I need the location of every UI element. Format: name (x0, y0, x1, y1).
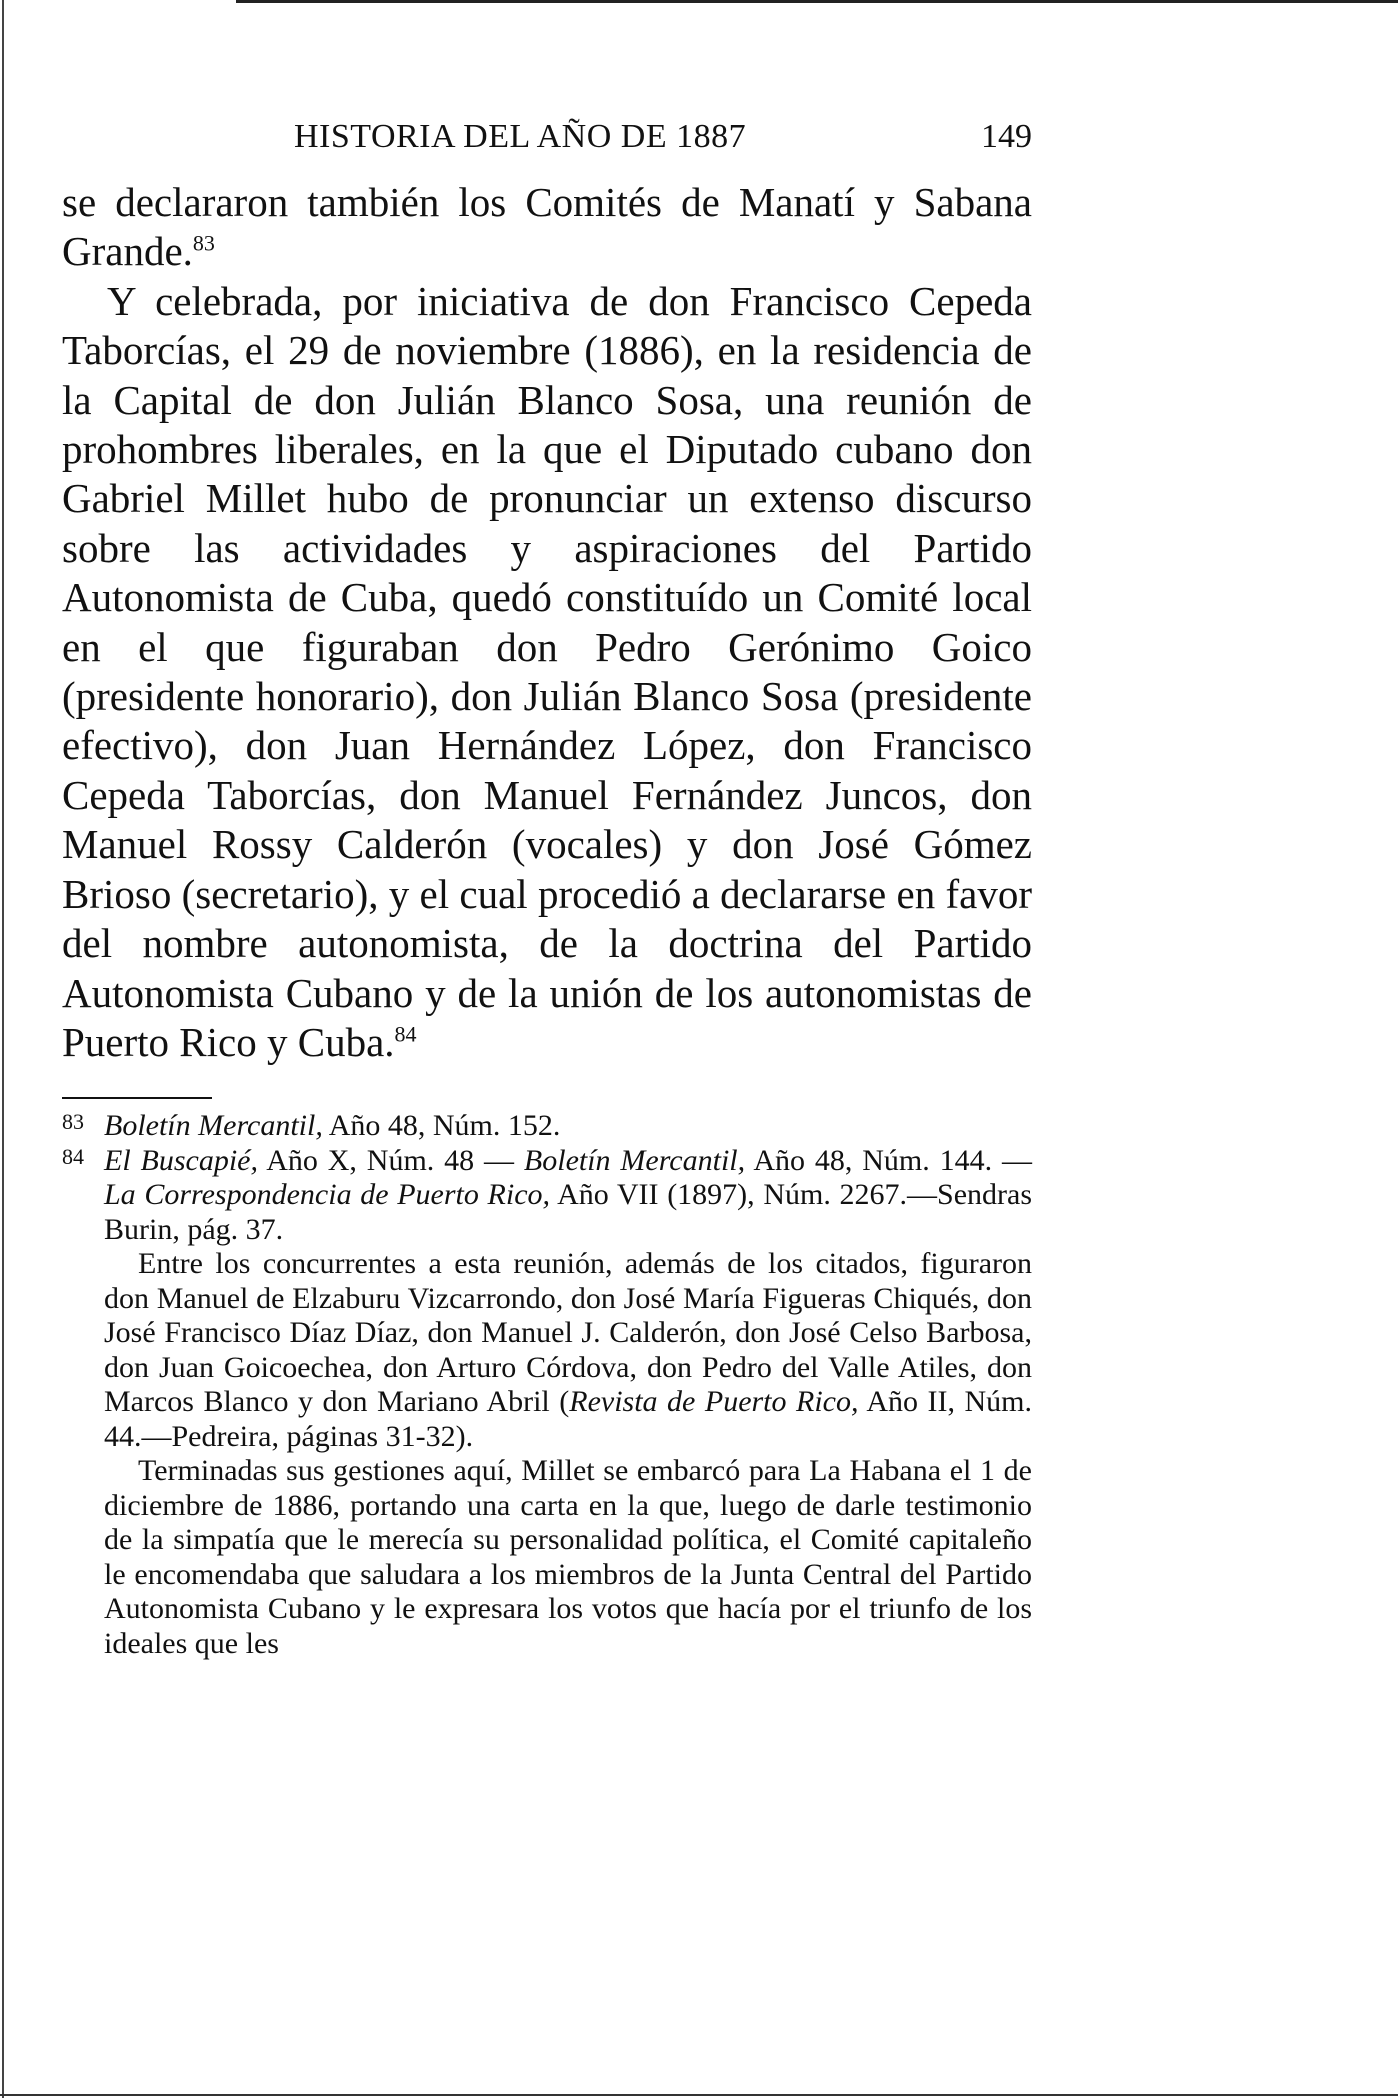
main-text (62, 178, 1032, 1067)
paragraph-2 (62, 277, 1032, 1068)
footnote-ref-83: 83 (192, 230, 215, 256)
footnote-84 (62, 1144, 1032, 1248)
footnote-84-p2-text-a: Entre los concurrentes a esta reunión, además de los citados, figuraron don Manuel de Elzaburu Vizcarrondo, don José María Figueras Chiqués, don José Francisco Díaz Díaz, don Manuel J. Calderón, don José Celso Barbosa, don Juan Goicoechea, don Arturo Córdova, don Pedro del Valle Atiles, don Marcos Blanco y don Mariano Abril ( (104, 1247, 1032, 1419)
paragraph-1-text: se declararon también los Comités de Manatí y Sabana Grande. (62, 179, 1032, 275)
footnote-84-mark: 84 (62, 1143, 84, 1169)
left-border-line (2, 0, 4, 2098)
footnote-83 (62, 1109, 1032, 1144)
footnote-84-paragraph-2 (62, 1247, 1032, 1454)
footnote-84-text-1: Año X, Núm. 48 — (258, 1143, 524, 1177)
footnote-84-p2-text-b: Año II, Núm. 44.—Pedreira, páginas 31-32). (104, 1385, 1032, 1453)
footnote-84-p2-source: Revista de Puerto Rico, (569, 1385, 859, 1419)
running-head (62, 118, 1032, 178)
footnote-84-source-1: El Buscapié, (104, 1143, 258, 1177)
footnote-84-paragraph-3: Terminadas sus gestiones aquí, Millet se embarcó para La Habana el 1 de diciembre de 1886, portando una carta en la que, luego de darle testimonio de la simpatía que le merecía su personalidad política, el Comité capitaleño le encomendaba que saludara a los miembros de la Junta Central del Partido Autonomista Cubano y le expresara los votos que hacía por el triunfo de los ideales que les (104, 1454, 1032, 1660)
footnote-84-text-2: Año 48, Núm. 144. — (745, 1143, 1032, 1177)
page-number: 149 (981, 118, 1032, 155)
paragraph-1 (62, 178, 1032, 277)
book-page (62, 118, 1032, 1661)
footnote-83-mark: 83 (62, 1109, 84, 1135)
footnote-83-text: Año 48, Núm. 152. (322, 1109, 561, 1143)
footnote-separator (62, 1097, 212, 1099)
footnote-84-text-3: Año VII (1897), Núm. 2267.—Sendras Burin, pág. 37. (104, 1178, 1033, 1246)
footnote-83-source: Boletín Mercantil, (104, 1109, 323, 1143)
footnote-ref-84: 84 (394, 1021, 417, 1047)
footnote-84-source-2: Boletín Mercantil, (523, 1143, 746, 1177)
top-border-line (236, 0, 1398, 3)
footnote-84-source-3: La Correspondencia de Puerto Rico, (104, 1178, 551, 1212)
running-title: HISTORIA DEL AÑO DE 1887 (294, 118, 747, 155)
paragraph-2-text: Y celebrada, por iniciativa de don Francisco Cepeda Taborcías, el 29 de noviembre (1886), en la residencia de la Capital de don Julián Blanco Sosa, una reunión de prohombres liberales, en la que el Diputado cubano don Gabriel Millet hubo de pronunciar un extenso discurso sobre las actividades y aspiraciones del Partido Autonomista de Cuba, quedó constituído un Comité local en el que figuraban don Pedro Gerónimo Goico (presidente honorario), don Julián Blanco Sosa (presidente efectivo), don Juan Hernández López, don Francisco Cepeda Taborcías, don Manuel Fernández Juncos, don Manuel Rossy Calderón (vocales) y don José Gómez Brioso (secretario), y el cual procedió a declararse en favor del nombre autonomista, de la doctrina del Partido Autonomista Cubano y de la unión de los autonomistas de Puerto Rico y Cuba. (62, 277, 1032, 1065)
footnotes (62, 1109, 1032, 1661)
bottom-border-line (0, 2094, 1398, 2096)
